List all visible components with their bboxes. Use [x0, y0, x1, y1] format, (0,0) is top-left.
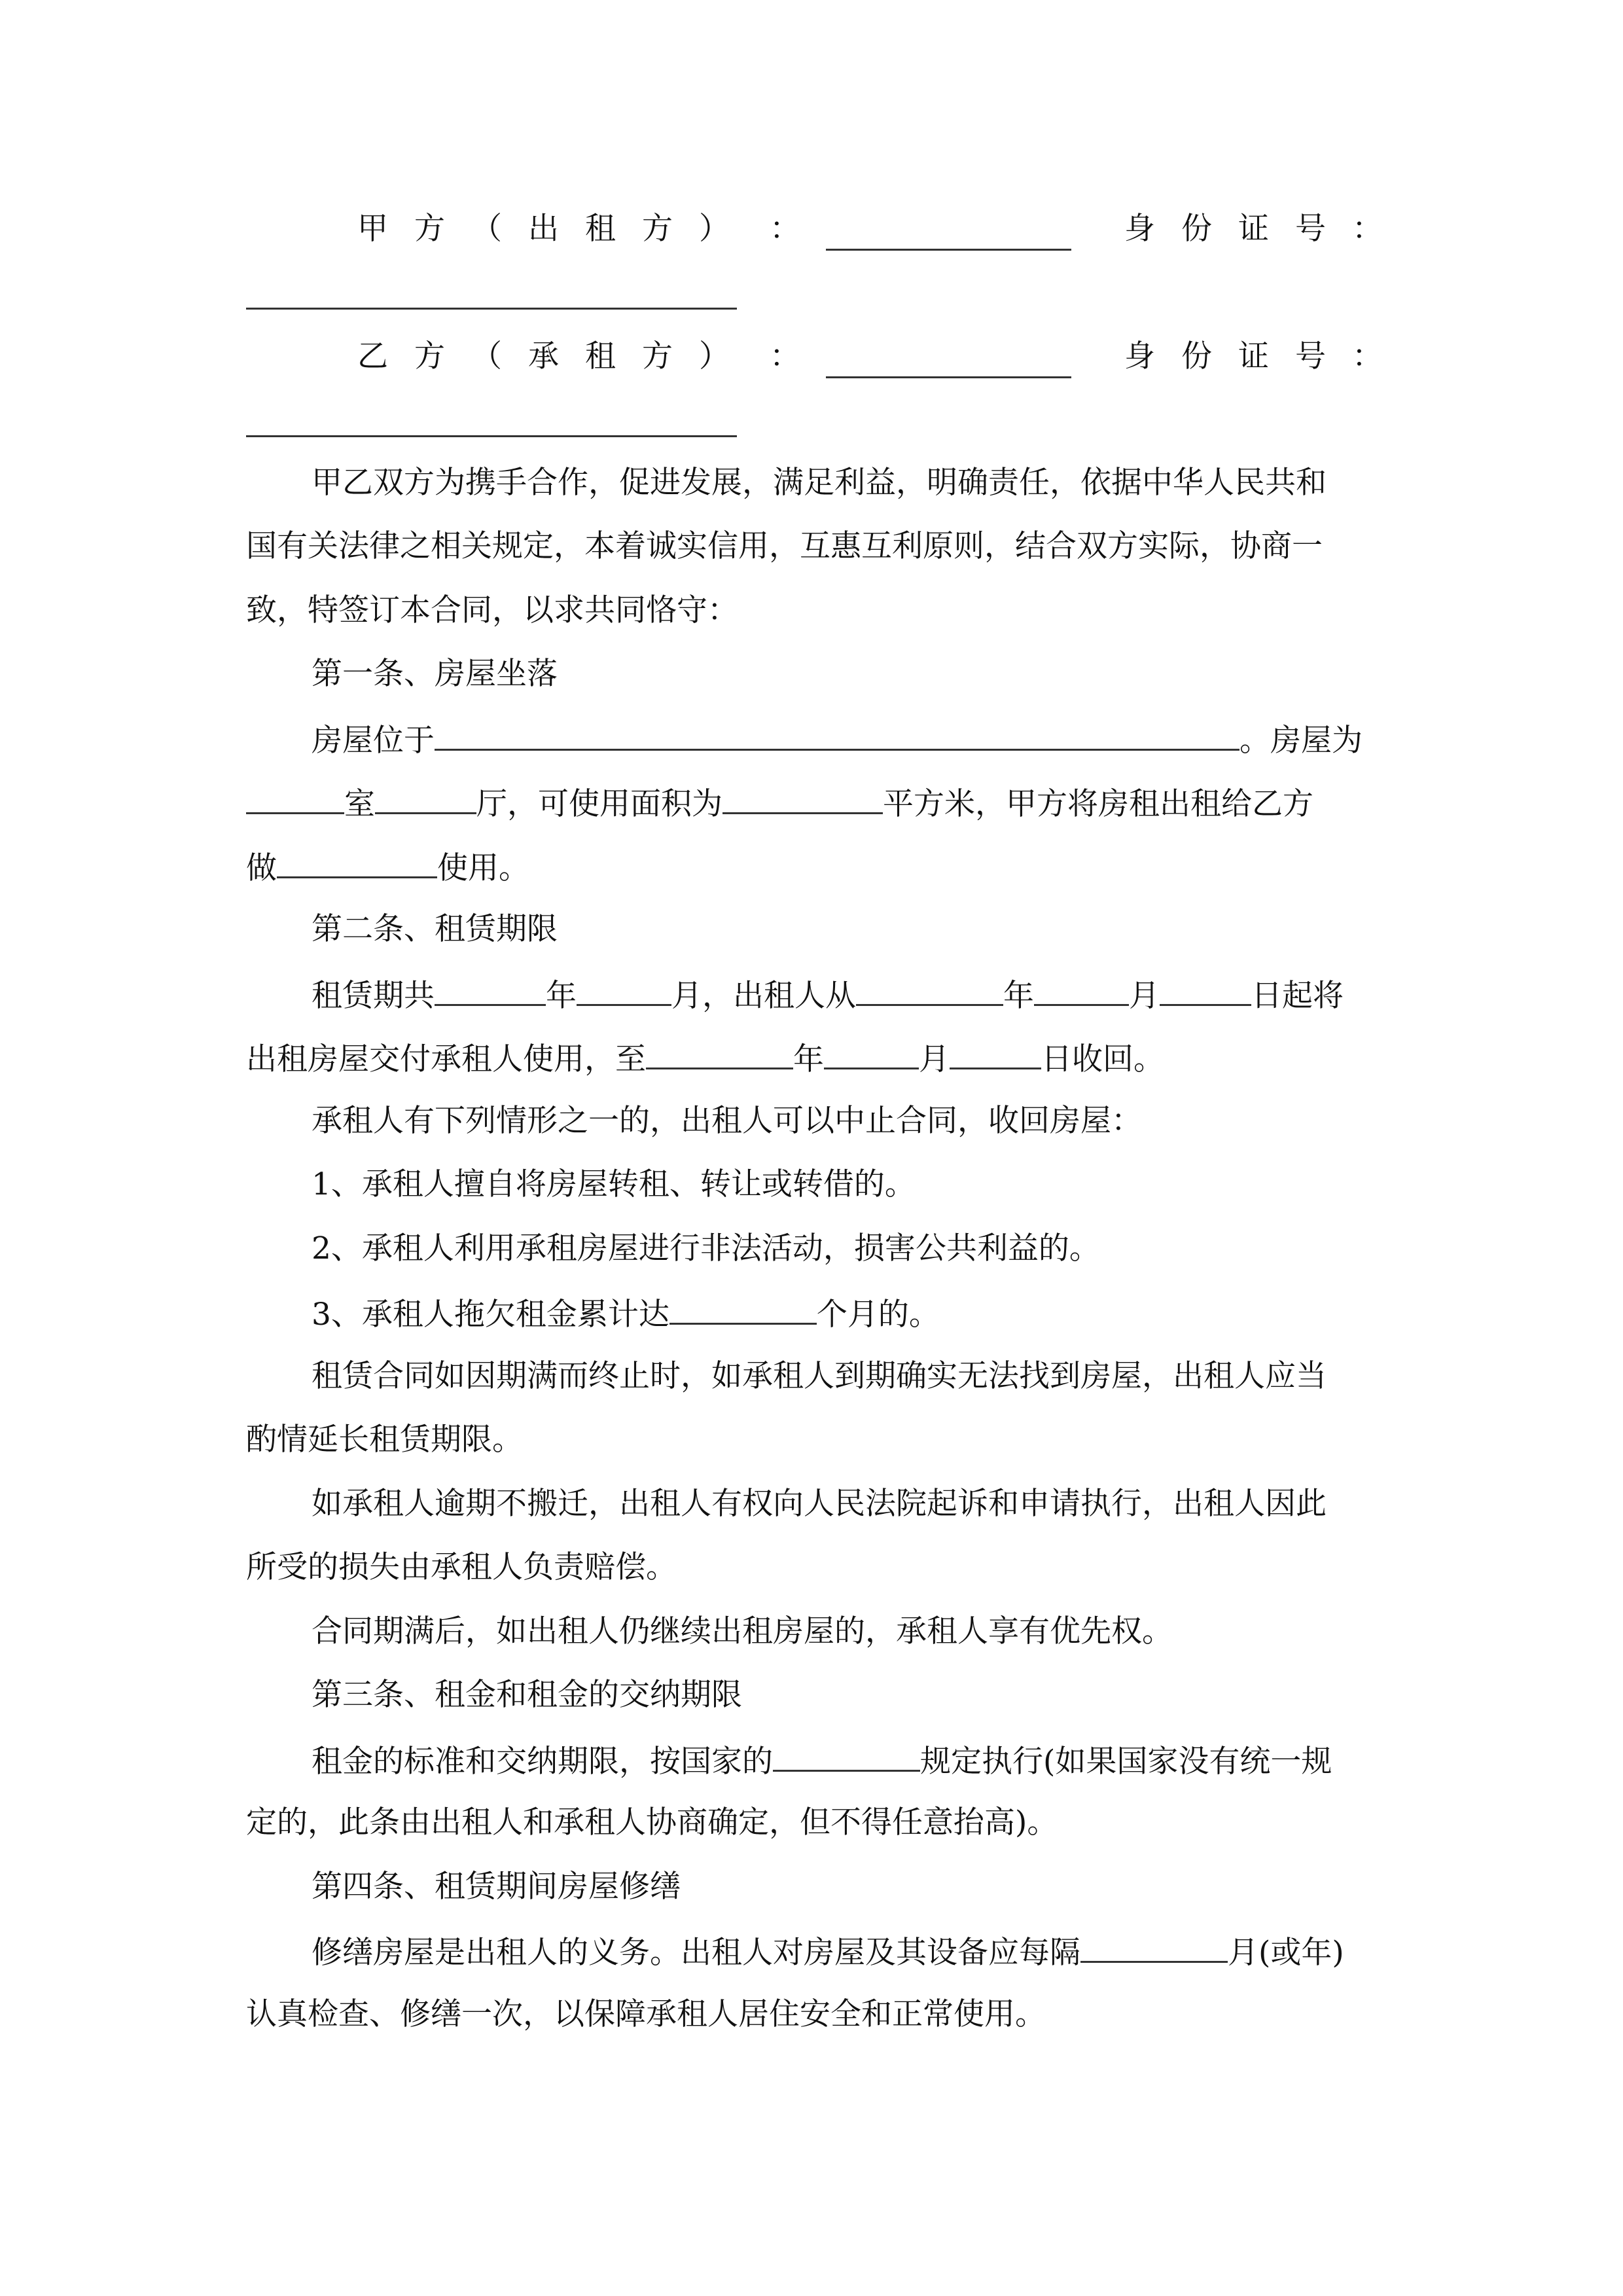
article-1-line-3 [246, 846, 1378, 888]
rooms-blank[interactable] [246, 782, 344, 814]
party-b-colon: ： [770, 338, 800, 374]
text: 年 [793, 1041, 824, 1077]
preamble-line-2: 国有关法律之相关规定，本着诚实信用，互惠互利原则，结合双方实际，协商一 [246, 528, 1323, 564]
party-b-name-blank[interactable] [826, 337, 1071, 378]
text: 使用。 [437, 850, 529, 886]
text: 个月的。 [816, 1297, 940, 1333]
text: 租金的标准和交纳期限，按国家的 [312, 1744, 773, 1780]
end-year-blank[interactable] [646, 1037, 793, 1069]
article-2-item-3 [312, 1293, 1378, 1335]
text: 规定执行(如果国家没有统一规 [920, 1744, 1332, 1780]
end-month-blank[interactable] [824, 1037, 919, 1069]
text: 室 [344, 786, 375, 822]
party-b-id-blank[interactable] [246, 435, 737, 437]
address-blank[interactable] [435, 719, 1240, 751]
article-4-line-1 [312, 1931, 1378, 1973]
article-3-line-2: 定的，此条由出租人和承租人协商确定，但不得任意抬高)。 [246, 1804, 1058, 1840]
start-month-blank[interactable] [1034, 974, 1129, 1006]
party-a-name-blank[interactable] [826, 209, 1071, 251]
text: 修缮房屋是出租人的义务。出租人对房屋及其设备应每隔 [312, 1935, 1080, 1971]
end-day-blank[interactable] [950, 1037, 1041, 1069]
article-2-line-1 [312, 974, 1378, 1016]
term-months-blank[interactable] [577, 974, 671, 1006]
article-4-title: 第四条、租赁期间房屋修缮 [312, 1869, 681, 1905]
preamble-line-3: 致，特签订本合同，以求共同恪守： [246, 592, 738, 628]
text: 出租房屋交付承租人使用，至 [246, 1041, 646, 1077]
article-1-title: 第一条、房屋坐落 [312, 656, 558, 692]
article-1-line-2 [246, 782, 1378, 824]
halls-blank[interactable] [375, 782, 476, 814]
party-b-id-label: 身份证号： [1124, 338, 1409, 374]
article-1-line-1 [312, 719, 1378, 761]
article-2-extend-2: 酌情延长租赁期限。 [246, 1422, 523, 1458]
article-2-conditions: 承租人有下列情形之一的，出租人可以中止合同，收回房屋： [312, 1103, 1142, 1139]
text: 年 [546, 978, 577, 1014]
article-2-item-1: 1、承租人擅自将房屋转租、转让或转借的。 [312, 1166, 916, 1202]
text: 平方米，甲方将房租出租给乙方 [883, 786, 1313, 822]
text: 日起将 [1251, 978, 1344, 1014]
start-year-blank[interactable] [856, 974, 1003, 1006]
rent-standard-blank[interactable] [773, 1740, 920, 1772]
article-2-extend-1: 租赁合同如因期满而终止时，如承租人到期确实无法找到房屋，出租人应当 [312, 1358, 1327, 1394]
text: 。房屋为 [1240, 723, 1363, 759]
text: 日收回。 [1041, 1041, 1164, 1077]
usage-blank[interactable] [277, 846, 437, 878]
party-a-id-label: 身份证号： [1124, 211, 1409, 247]
text: 3、承租人拖欠租金累计达 [312, 1297, 669, 1333]
article-2-item-2: 2、承租人利用承租房屋进行非法活动，损害公共利益的。 [312, 1230, 1100, 1266]
text: 房屋位于 [312, 723, 435, 759]
article-2-title: 第二条、租赁期限 [312, 911, 558, 947]
arrears-months-blank[interactable] [669, 1293, 817, 1325]
article-2-overdue-2: 所受的损失由承租人负责赔偿。 [246, 1549, 677, 1585]
article-4-line-2: 认真检查、修缮一次，以保障承租人居住安全和正常使用。 [246, 1996, 1046, 2032]
repair-interval-blank[interactable] [1080, 1931, 1228, 1963]
article-2-priority: 合同期满后，如出租人仍继续出租房屋的，承租人享有优先权。 [312, 1613, 1173, 1649]
article-3-title: 第三条、租金和租金的交纳期限 [312, 1677, 742, 1713]
article-3-line-1 [312, 1740, 1378, 1782]
article-2-line-2 [246, 1037, 1378, 1079]
party-a-id-blank[interactable] [246, 308, 737, 310]
text: 做 [246, 850, 277, 886]
text: 年 [1003, 978, 1034, 1014]
preamble-line-1: 甲乙双方为携手合作，促进发展，满足利益，明确责任，依据中华人民共和 [312, 465, 1327, 501]
text: 租赁期共 [312, 978, 435, 1014]
party-a-colon: ： [770, 211, 800, 247]
area-blank[interactable] [722, 782, 883, 814]
text: 月 [1129, 978, 1160, 1014]
text: 厅，可使用面积为 [476, 786, 722, 822]
text: 月 [919, 1041, 950, 1077]
article-2-overdue-1: 如承租人逾期不搬迁，出租人有权向人民法院起诉和申请执行，出租人因此 [312, 1486, 1327, 1522]
party-a-label: 甲方（出租方） [357, 211, 756, 247]
text: 月(或年) [1228, 1935, 1344, 1971]
start-day-blank[interactable] [1160, 974, 1251, 1006]
term-years-blank[interactable] [435, 974, 546, 1006]
party-b-label: 乙方（承租方） [357, 338, 756, 374]
text: 月，出租人从 [671, 978, 856, 1014]
